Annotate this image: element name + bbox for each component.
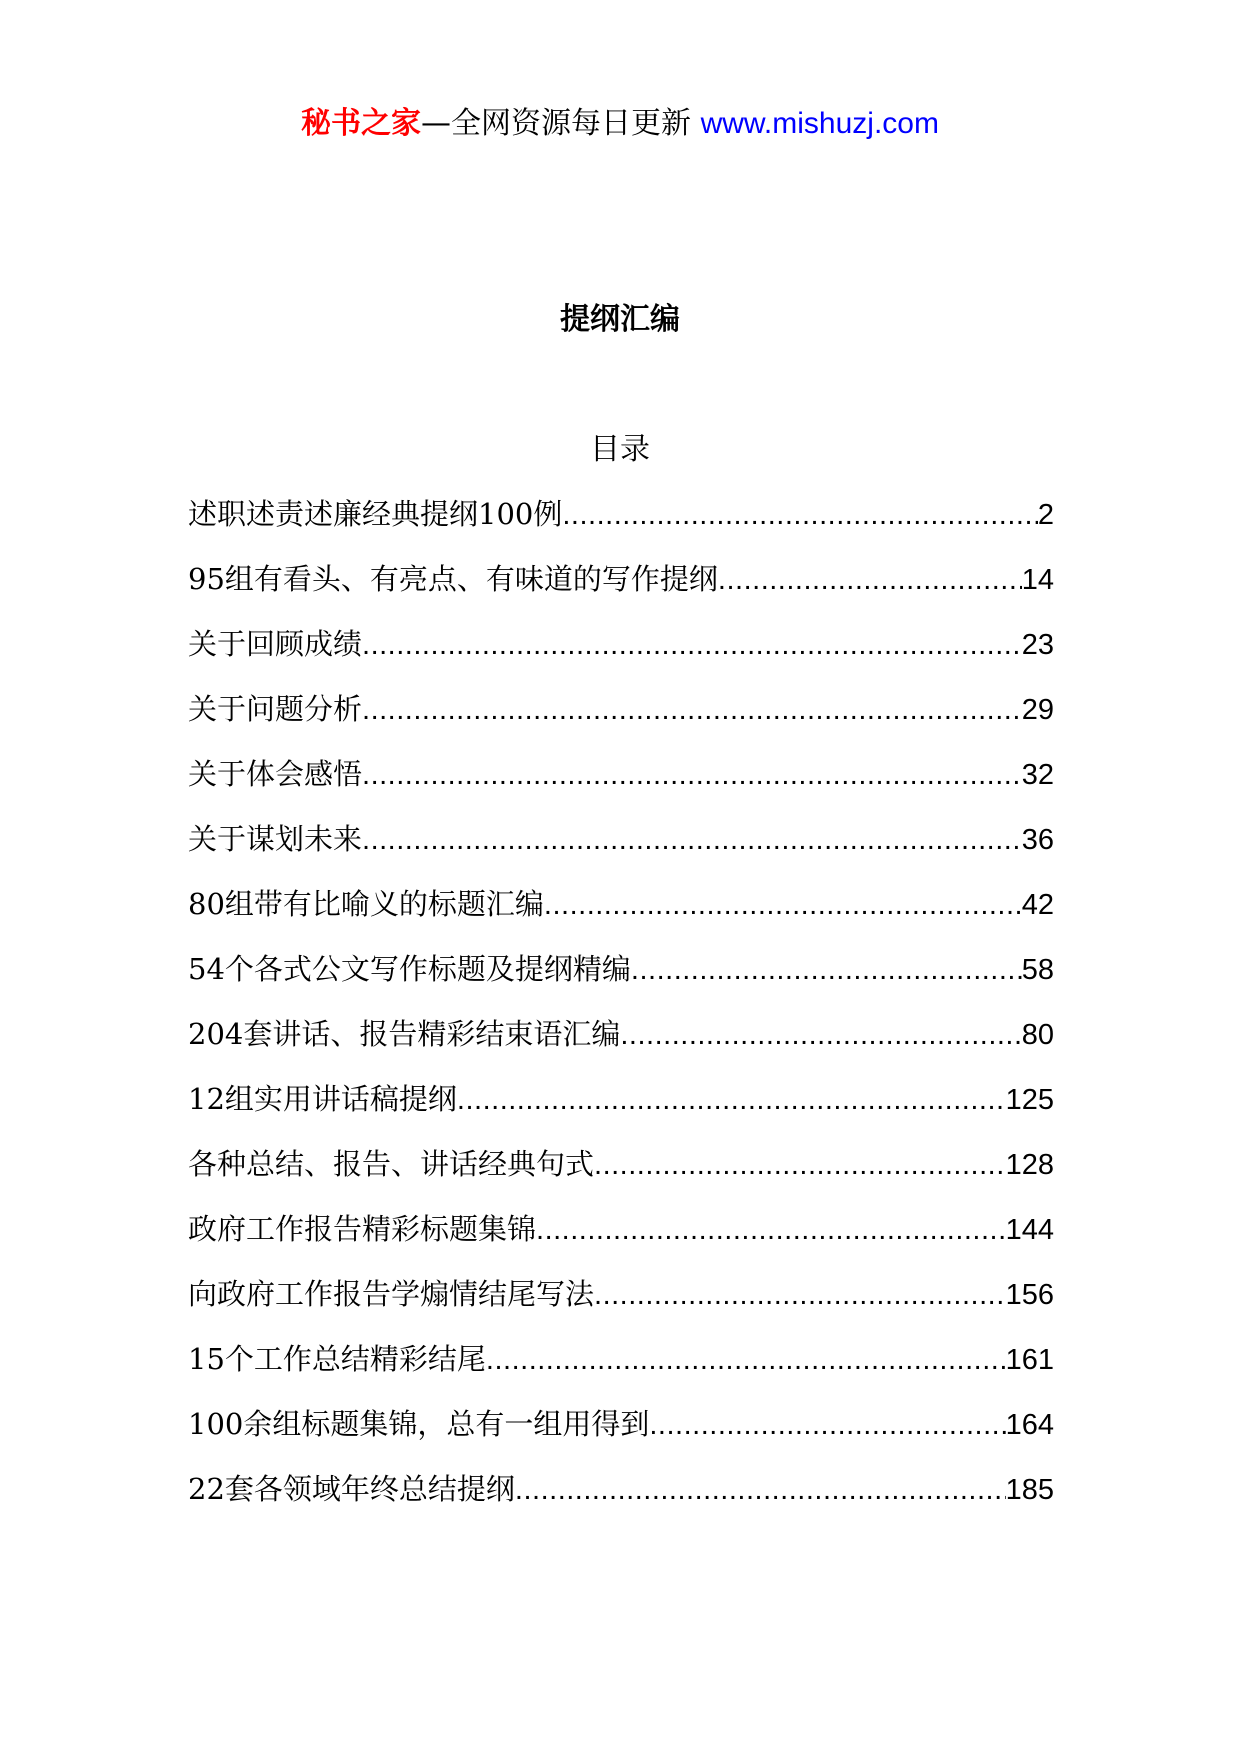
toc-entry-title: 政府工作报告精彩标题集锦 bbox=[188, 1212, 537, 1246]
toc-leader-dots bbox=[544, 885, 1022, 925]
toc-entry[interactable] bbox=[188, 1274, 1054, 1339]
toc-leader-dots bbox=[362, 820, 1022, 860]
toc-entry-page: 2 bbox=[1037, 499, 1054, 531]
toc-entry[interactable] bbox=[188, 949, 1054, 1014]
toc-entry[interactable] bbox=[188, 559, 1054, 624]
toc-entry-title: 204套讲话、报告精彩结束语汇编 bbox=[188, 1017, 621, 1051]
toc-leader-dots bbox=[620, 1015, 1021, 1055]
toc-leader-dots bbox=[649, 1405, 1005, 1445]
toc-leader-dots bbox=[594, 1145, 1006, 1185]
toc-leader-dots bbox=[536, 1210, 1006, 1250]
toc-entry[interactable] bbox=[188, 494, 1054, 559]
toc-entry-page: 185 bbox=[1005, 1474, 1054, 1506]
toc-entry-title: 关于问题分析 bbox=[188, 692, 363, 726]
toc-entry-title: 100余组标题集锦，总有一组用得到 bbox=[188, 1407, 650, 1441]
toc-entry[interactable] bbox=[188, 884, 1054, 949]
toc-entry[interactable] bbox=[188, 1079, 1054, 1144]
toc-entry-page: 80 bbox=[1021, 1019, 1054, 1051]
toc-heading: 目录 bbox=[590, 432, 650, 467]
header-slogan: —全网资源每日更新 bbox=[421, 106, 701, 141]
toc-entry-title: 各种总结、报告、讲话经典句式 bbox=[188, 1147, 595, 1181]
toc-leader-dots bbox=[362, 625, 1022, 665]
toc-entry-title: 22套各领域年终总结提纲 bbox=[188, 1472, 515, 1506]
toc-entry-page: 23 bbox=[1021, 629, 1054, 661]
toc-entry-title: 15个工作总结精彩结尾 bbox=[188, 1342, 486, 1376]
toc-entry-page: 164 bbox=[1005, 1409, 1054, 1441]
table-of-contents bbox=[188, 494, 1054, 1534]
toc-entry[interactable] bbox=[188, 1144, 1054, 1209]
toc-entry-title: 54个各式公文写作标题及提纲精编 bbox=[188, 952, 631, 986]
toc-leader-dots bbox=[515, 1470, 1006, 1510]
toc-leader-dots bbox=[631, 950, 1022, 990]
toc-entry[interactable] bbox=[188, 819, 1054, 884]
toc-entry[interactable] bbox=[188, 754, 1054, 819]
toc-entry-title: 关于回顾成绩 bbox=[188, 627, 363, 661]
toc-entry-page: 161 bbox=[1005, 1344, 1054, 1376]
document-title: 提纲汇编 bbox=[560, 302, 680, 337]
toc-entry-title: 关于谋划未来 bbox=[188, 822, 363, 856]
toc-entry[interactable] bbox=[188, 1469, 1054, 1534]
toc-entry-page: 29 bbox=[1021, 694, 1054, 726]
toc-entry-page: 125 bbox=[1005, 1084, 1054, 1116]
toc-entry[interactable] bbox=[188, 689, 1054, 754]
toc-leader-dots bbox=[562, 495, 1038, 535]
toc-entry[interactable] bbox=[188, 1014, 1054, 1079]
toc-leader-dots bbox=[594, 1275, 1006, 1315]
brand-name: 秘书之家 bbox=[301, 106, 422, 141]
toc-entry-title: 95组有看头、有亮点、有味道的写作提纲 bbox=[188, 562, 718, 596]
toc-entry-page: 14 bbox=[1021, 564, 1054, 596]
toc-entry-title: 关于体会感悟 bbox=[188, 757, 363, 791]
toc-entry-title: 80组带有比喻义的标题汇编 bbox=[188, 887, 544, 921]
toc-entry-page: 58 bbox=[1021, 954, 1054, 986]
toc-leader-dots bbox=[362, 755, 1022, 795]
toc-entry-title: 12组实用讲话稿提纲 bbox=[188, 1082, 457, 1116]
toc-leader-dots bbox=[457, 1080, 1006, 1120]
toc-leader-dots bbox=[718, 560, 1022, 600]
toc-entry[interactable] bbox=[188, 1209, 1054, 1274]
toc-entry-page: 144 bbox=[1005, 1214, 1054, 1246]
toc-entry-page: 156 bbox=[1005, 1279, 1054, 1311]
toc-entry[interactable] bbox=[188, 624, 1054, 689]
toc-entry[interactable] bbox=[188, 1404, 1054, 1469]
toc-entry-page: 36 bbox=[1021, 824, 1054, 856]
toc-leader-dots bbox=[486, 1340, 1006, 1380]
toc-entry-page: 42 bbox=[1021, 889, 1054, 921]
toc-entry-page: 128 bbox=[1005, 1149, 1054, 1181]
toc-leader-dots bbox=[362, 690, 1022, 730]
website-link[interactable]: www.mishuzj.com bbox=[700, 107, 939, 140]
toc-entry[interactable] bbox=[188, 1339, 1054, 1404]
toc-entry-title: 述职述责述廉经典提纲100例 bbox=[188, 497, 563, 531]
site-header bbox=[0, 104, 1240, 144]
toc-entry-title: 向政府工作报告学煽情结尾写法 bbox=[188, 1277, 595, 1311]
toc-entry-page: 32 bbox=[1021, 759, 1054, 791]
